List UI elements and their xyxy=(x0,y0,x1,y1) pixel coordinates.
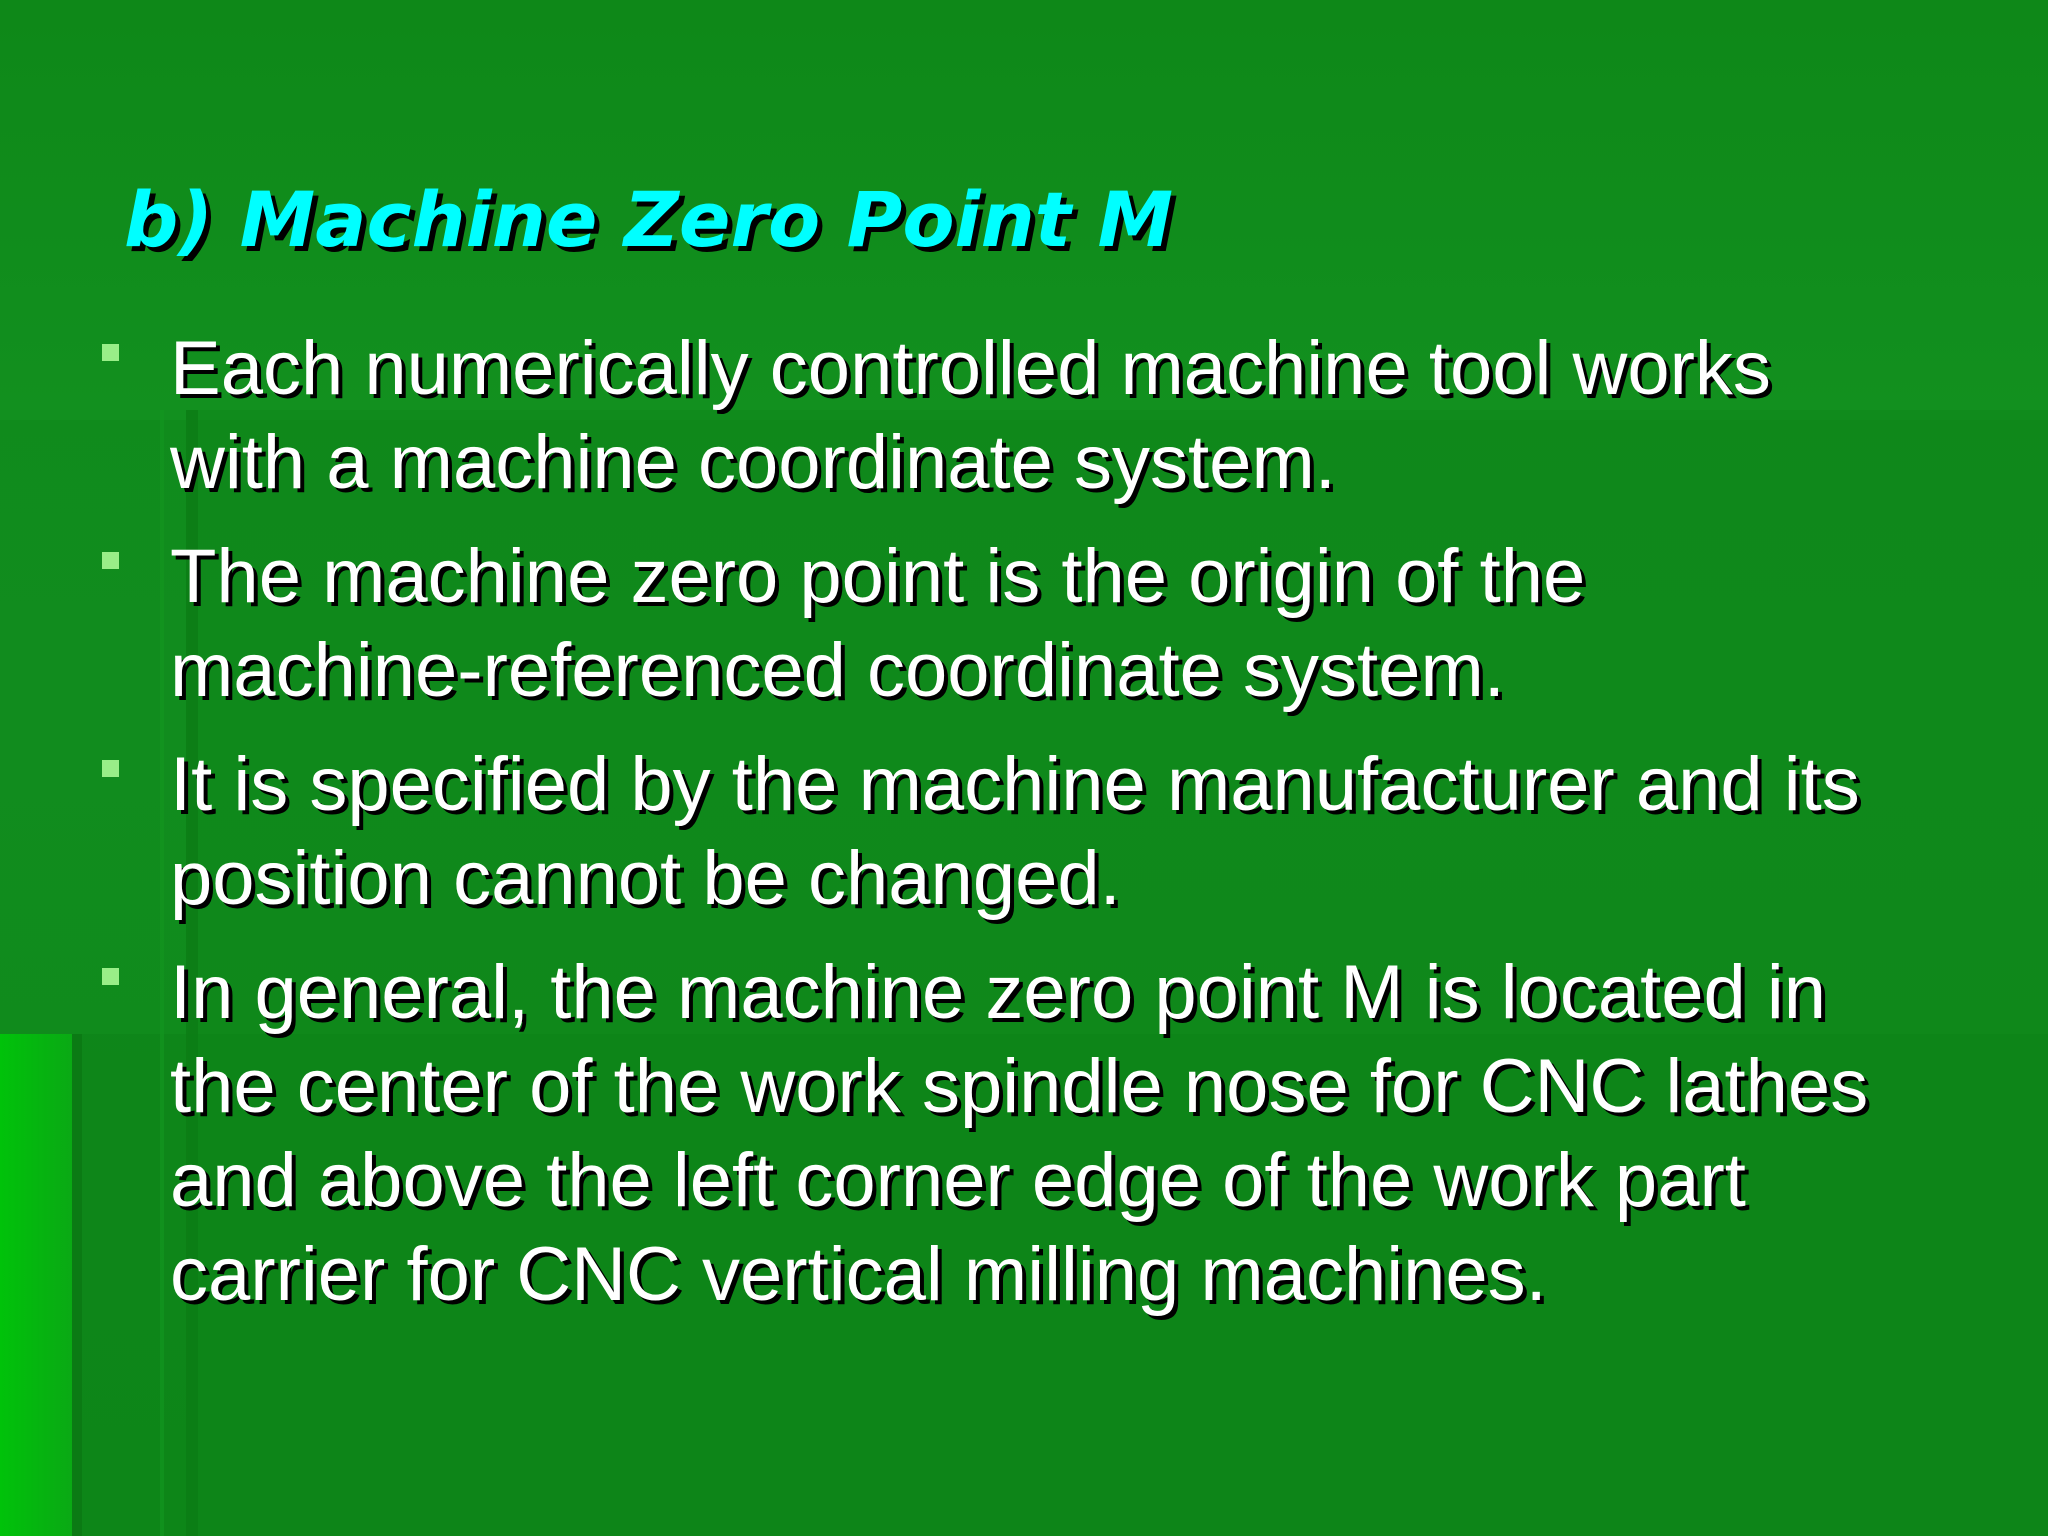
bullet-item xyxy=(0,322,2048,510)
bullet-line: with a machine coordinate system. xyxy=(170,420,1336,505)
bullet-line: Each numerically controlled machine tool works xyxy=(170,326,1771,411)
slide-title: b) Machine Zero Point M xyxy=(124,175,1174,264)
square-bullet-icon xyxy=(102,344,119,361)
bullet-item xyxy=(0,946,2048,1322)
bullet-text xyxy=(170,322,2008,510)
bullet-text xyxy=(170,738,2008,926)
bullet-text xyxy=(170,530,2008,718)
bullet-line: and above the left corner edge of the work part xyxy=(170,1138,1746,1223)
bullet-list xyxy=(0,322,2048,1342)
bullet-line: the center of the work spindle nose for CNC lathes xyxy=(170,1044,1869,1129)
bullet-line: carrier for CNC vertical milling machines. xyxy=(170,1232,1547,1317)
bullet-text xyxy=(170,946,2008,1322)
bullet-item xyxy=(0,738,2048,926)
square-bullet-icon xyxy=(102,760,119,777)
bullet-item xyxy=(0,530,2048,718)
square-bullet-icon xyxy=(102,968,119,985)
bullet-line: The machine zero point is the origin of the xyxy=(170,534,1586,619)
square-bullet-icon xyxy=(102,552,119,569)
bullet-line: position cannot be changed. xyxy=(170,836,1121,921)
bullet-line: machine-referenced coordinate system. xyxy=(170,628,1505,713)
bullet-line: It is specified by the machine manufacturer and its xyxy=(170,742,1860,827)
bullet-line: In general, the machine zero point M is located in xyxy=(170,950,1827,1035)
